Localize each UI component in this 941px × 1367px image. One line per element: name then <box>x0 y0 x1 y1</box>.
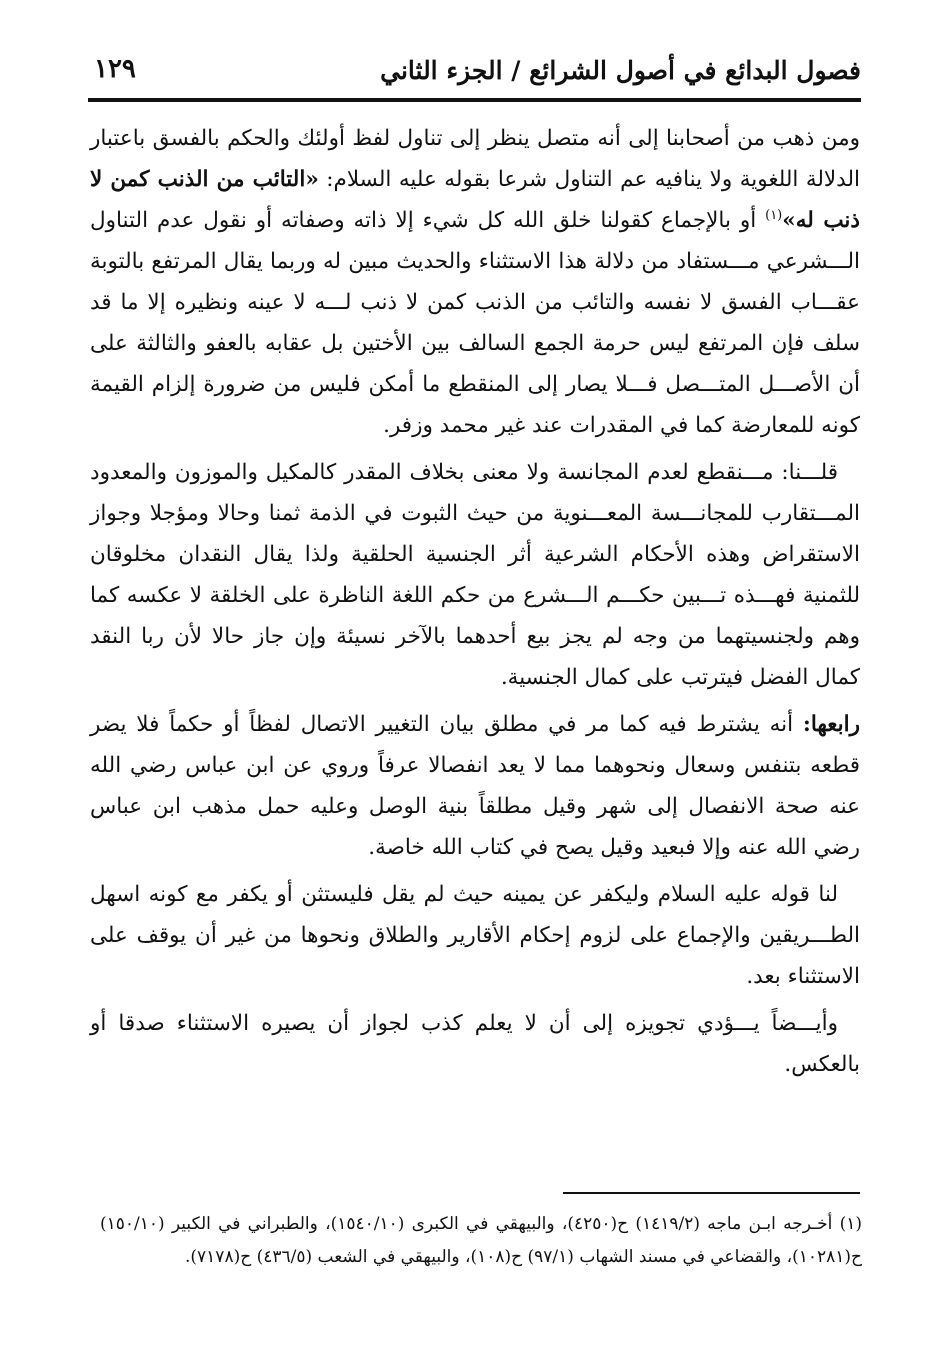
paragraph-4: لنا قوله عليه السلام وليكفر عن يمينه حيث لم يقل فليستثن أو يكفر مع كونه اسهل الطـــريقين والإجماع على لزوم إحكام الأقارير والطلاق ونحوها من غير أن يوقف على الاستثناء بعد. <box>90 882 860 989</box>
running-title: فصول البدائع في أصول الشرائع / الجزء الثاني <box>380 56 861 85</box>
page-number: ١٢٩ <box>94 54 136 84</box>
paragraph-3-lead: رابعها: <box>802 712 860 737</box>
footnote-1: (١) أخـرجه ابـن ماجه (١٤١٩/٢) ح(٤٢٥٠)، والبيهقي في الكبرى (١٥٤٠/١٠)، والطبراني في الكبير (١٥٠/١٠) ح(١٠٢٨١)، والقضاعي في مسند الشهاب (٩٧/١) ح(١٠٨)، والبيهقي في الشعب (٤٣٦/٥) ح(٧١٧٨). <box>100 1214 862 1267</box>
paragraph-1 <box>90 118 860 446</box>
paragraph-1-text-a: ومن ذهب من أصحابنا إلى أنه متصل ينظر إلى تناول لفظ أولئك والحكم بالفسق باعتبار الدلالة اللغوية ولا ينافيه عم التناول شرعا بقوله عليه السلام: <box>90 126 860 192</box>
paragraph-3 <box>90 704 860 868</box>
footnotes <box>100 1208 862 1274</box>
paragraph-2: قلـــنا: مـــنقطع لعدم المجانسة ولا معنى بخلاف المقدر كالمكيل والموزون والمعدود المـــتقارب للمجانـــسة المعـــنوية من حيث الثبوت في الذمة ثمنا وحالا ومؤجلا وجواز الاستقراض وهذه الأحكام الشرعية أثر الجنسية الحلقية ولذا يقال النقدان مخلوقان للثمنية فهـــذه تـــبين حكـــم الـــشرع من حكم اللغة الناظرة على الخلقة لا عكسه كما وهم ولجنسيتهما من وجه لم يجز بيع أحدهما بالآخر نسيئة وإن جاز حالا لأن ربا النقد كمال الفضل فيترتب على كمال الجنسية. <box>90 460 860 690</box>
page-header <box>88 50 861 98</box>
hadith-quote: «التائب من الذنب كمن لا ذنب له» <box>90 167 860 233</box>
paragraph-1-text-b: أو بالإجماع كقولنا خلق الله كل شيء إلا ذاته وصفاته أو نقول عدم التناول الـــشرعي مـــستفاد من دلالة هذا الاستثناء والحديث مبين له وربما يقال المرتفع بالتوبة عقـــاب الفسق لا نفسه والتائب من الذنب كمن لا ذنب لـــه لا عينه ونظيره إلا ما قد سلف فإن المرتفع ليس حرمة الجمع السالف بين الأختين بل عقابه بالعفو والثالثة على أن الأصـــل المتـــصل فـــلا يصار إلى المنقطع ما أمكن فليس من ضرورة إلزام القيمة كونه للمعارضة كما في المقدرات عند غير محمد وزفر. <box>90 208 860 438</box>
footnote-divider <box>563 1192 860 1194</box>
paragraph-3-text: أنه يشترط فيه كما مر في مطلق بيان التغيير الاتصال لفظاً أو حكماً فلا يضر قطعه بتنفس وسعال ونحوهما مما لا يعد انفصالا عرفاً وروي عن ابن عباس رضي الله عنه صحة الانفصال إلى شهر وقيل مطلقاً بنية الوصل وعليه حمل مذهب ابن عباس رضي الله عنه وإلا فبعيد وقيل يصح في كتاب الله خاصة. <box>90 712 860 860</box>
main-text <box>90 118 860 1091</box>
header-divider <box>88 98 861 102</box>
footnote-reference: (١) <box>765 207 783 223</box>
paragraph-5: وأيـــضاً يـــؤدي تجويزه إلى أن لا يعلم كذب لجواز أن يصيره الاستثناء صدقا أو بالعكس. <box>90 1011 860 1077</box>
